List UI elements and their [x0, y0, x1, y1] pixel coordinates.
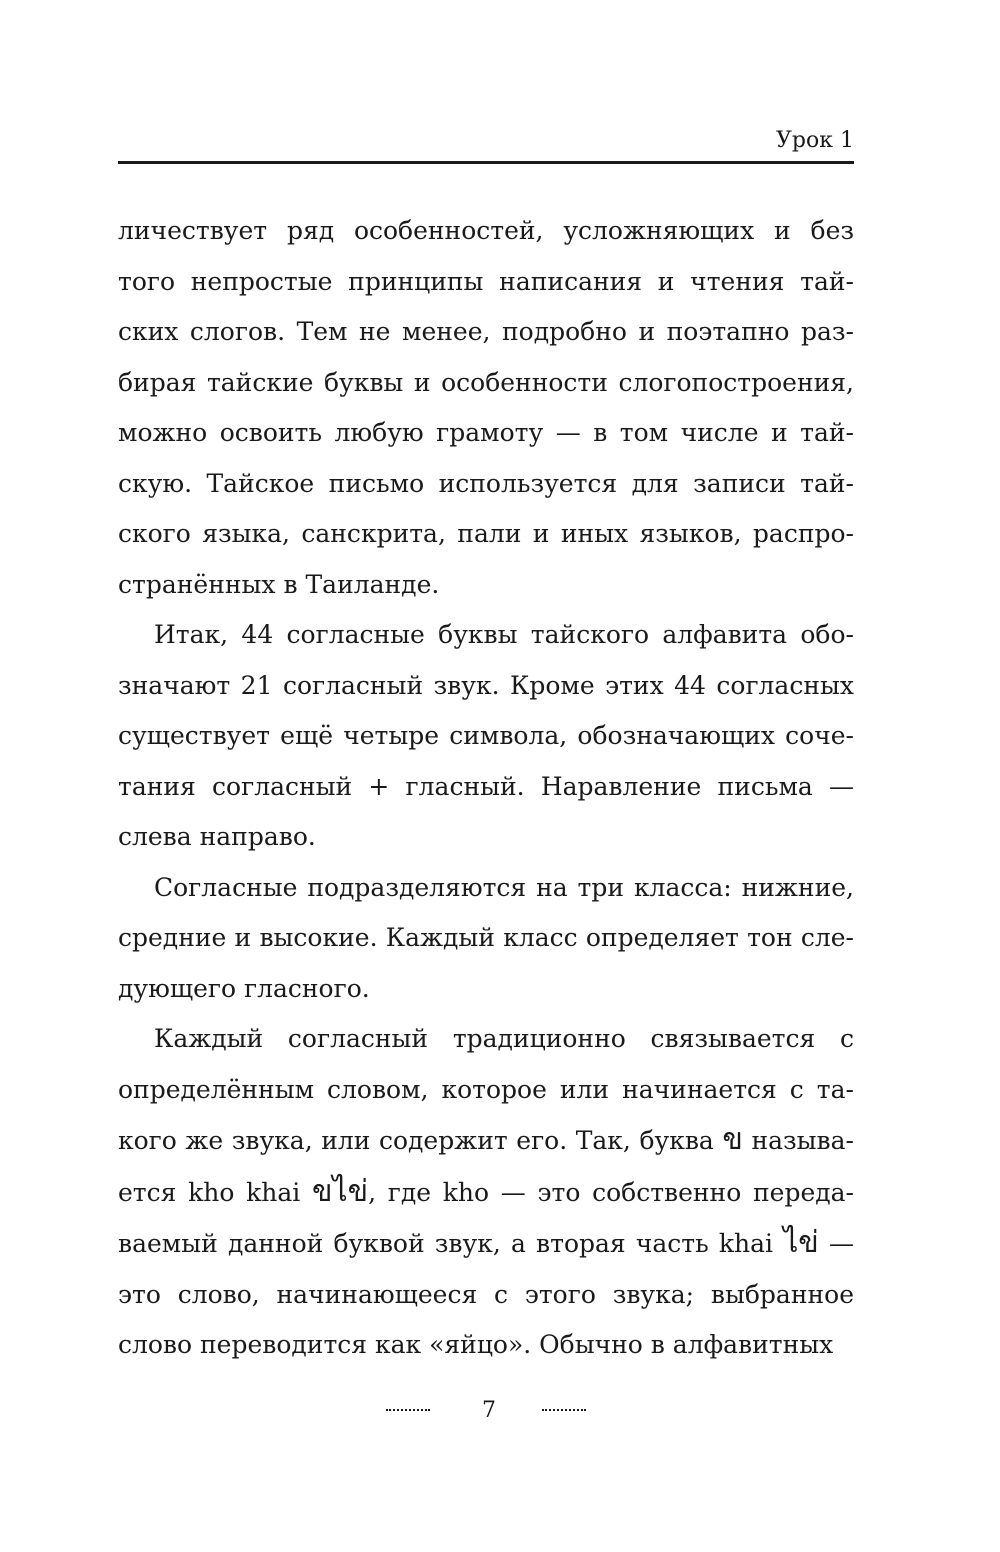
- footer-dots-left: [386, 1409, 430, 1411]
- page-number: 7: [482, 1398, 496, 1423]
- paragraph-text: личествует ряд особенностей, усложняющих и без того непростые принципы написания и чтения тайских слогов. Тем не менее, подробно и поэтапно разбирая тайские буквы и особенности слогопостроения, можно освоить любую грамоту — в том числе и тайскую. Тайское письмо используется для записи тайского языка, санскрита, пали и иных языков, распространённых в Таиланде.: [118, 216, 854, 599]
- paragraph-text: называется kho khai: [118, 1126, 854, 1207]
- running-header-title: Урок 1: [776, 128, 854, 153]
- paragraph: [118, 206, 854, 610]
- paragraph-text: , где kho — это собственно передаваемый данной буквой звук, а вторая часть khai: [118, 1177, 854, 1258]
- thai-text: ข: [722, 1122, 743, 1157]
- paragraph-text: Итак, 44 согласные буквы тайского алфавита обозначают 21 согласный звук. Кроме этих 44 согласных существует ещё четыре символа, обозначающих сочетания согласный + гласный. Наравление письма — слева направо.: [118, 620, 854, 851]
- paragraph: [118, 610, 854, 863]
- paragraph-text: Согласные подразделяются на три класса: нижние, средние и высокие. Каждый класс определяет тон следующего гласного.: [118, 872, 854, 1003]
- paragraph-text: — это слово, начинающееся с этого звука; выбранное слово переводится как «яйцо». Обычно в алфавитных: [118, 1229, 854, 1359]
- body-text: [118, 206, 854, 1371]
- paragraph: [118, 1014, 854, 1371]
- footer-dots-right: [542, 1409, 586, 1411]
- paragraph: [118, 863, 854, 1015]
- paragraph-text: Каждый согласный традиционно связывается с определённым словом, которое или начинается с такого же звука, или содержит его. Так, буква: [118, 1024, 854, 1155]
- thai-text: ไข่: [783, 1225, 819, 1260]
- page-footer: [118, 1396, 854, 1426]
- thai-text: ขไข่: [312, 1173, 369, 1209]
- header-rule: [118, 161, 854, 164]
